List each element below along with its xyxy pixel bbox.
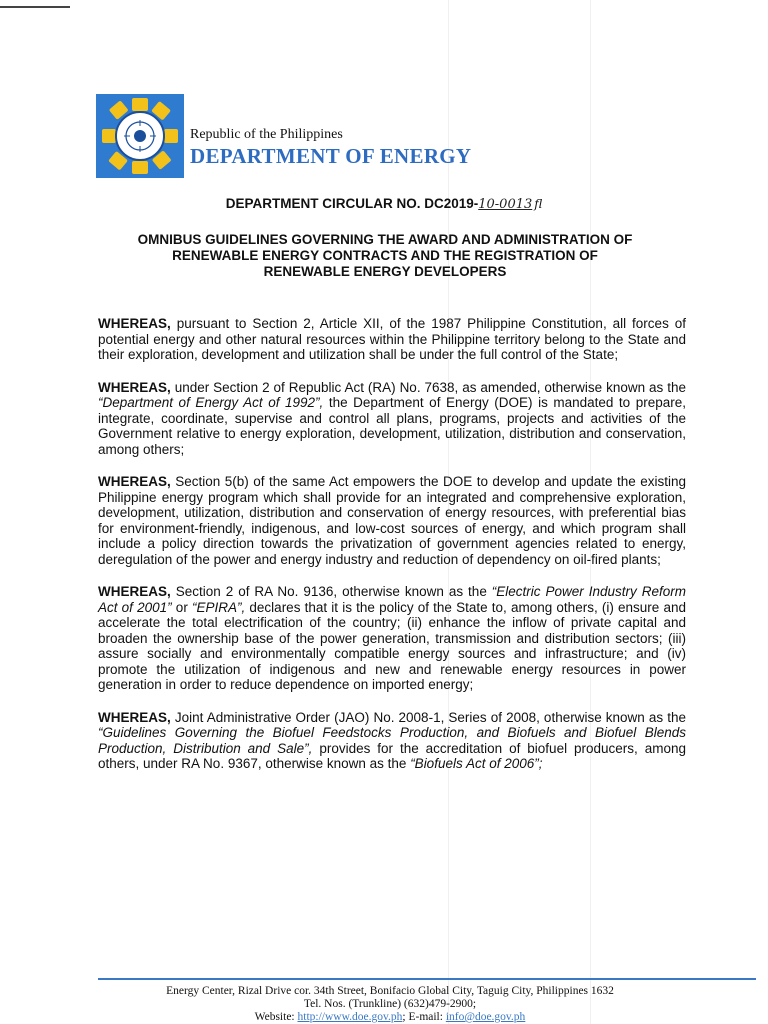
paragraph-text: the Department of Energy (DOE) is mandated to prepare, integrate, coordinate, supervise and control all plans, programs, projects and activities of the Government relative to energy exploration, development, utilization, distribution and conservation, among others; [98,395,687,457]
footer-divider [98,978,756,980]
act-title: “Biofuels Act of 2006”; [410,756,543,771]
act-title: “EPIRA”, [191,599,246,615]
whereas-paragraph-5 [98,710,686,772]
paragraph-text: provides for the accreditation of biofuel producers, among others, under RA No. 9367, otherwise known as the [98,740,686,771]
footer-address: Energy Center, Rizal Drive cor. 34th Street, Bonifacio Global City, Taguig City, Philippines 1632 [166,985,614,997]
doe-seal-logo [96,94,184,178]
paragraph-text: Joint Administrative Order (JAO) No. 2008-1, Series of 2008, otherwise known as the [170,709,686,725]
title-line: OMNIBUS GUIDELINES GOVERNING THE AWARD AND ADMINISTRATION OF [137,232,633,247]
act-title: “Guidelines Governing the Biofuel Feedstocks Production, and Biofuels and Biofuel Blends Production, Distribution and Sale”, [98,725,686,756]
header-department: DEPARTMENT OF ENERGY [190,144,472,168]
paragraph-text: or [171,599,192,615]
whereas-paragraph-2 [98,380,686,458]
circular-number [0,196,768,212]
whereas-paragraph-4 [98,584,686,693]
footer-contact [60,1011,720,1024]
whereas-paragraph-3 [98,474,686,567]
whereas-lead: WHEREAS, [98,474,171,489]
document-body [98,316,686,789]
whereas-paragraph-1 [98,316,686,363]
email-link[interactable]: info@doe.gov.ph [445,1011,526,1023]
website-link[interactable]: http://www.doe.gov.ph [297,1011,403,1023]
paragraph-text: Section 2 of RA No. 9136, otherwise known as the [170,584,492,599]
scan-edge-mark [0,6,70,8]
document-title [90,232,680,280]
paragraph-text: pursuant to Section 2, Article XII, of the 1987 Philippine Constitution, all forces of potential energy and other natural resources within the Philippine territory belong to the State and their exploration, development and utilization shall be under the full control of the State; [98,316,686,362]
handwritten-initial: fl [534,197,543,211]
whereas-lead: WHEREAS, [98,584,171,599]
whereas-lead: WHEREAS, [98,316,171,331]
header-republic: Republic of the Philippines [190,127,343,142]
email-label: ; E-mail: [402,1011,446,1023]
footer-tel: Tel. Nos. (Trunkline) (632)479-2900; [303,998,477,1010]
website-label: Website: [254,1011,298,1023]
whereas-lead: WHEREAS, [98,709,171,725]
act-title: “Electric Power Industry Reform Act of 2001” [98,584,686,615]
whereas-lead: WHEREAS, [98,379,171,395]
paragraph-text: Section 5(b) of the same Act empowers the DOE to develop and update the existing Philippine energy program which shall provide for an integrated and comprehensive exploration, development, utilization, distribution and conservation of energy resources, with preferential bias for environment-friendly, indigenous, and low-cost sources of energy, and which program shall include a policy direction towards the privatization of government agencies related to energy, deregulation of the power and energy industry and reduction of dependency on oil-fired plants; [98,474,686,567]
circular-prefix: DEPARTMENT CIRCULAR NO. DC2019- [225,196,479,211]
circular-handwritten-number: 10-0013 [478,197,533,212]
footer [60,985,720,1024]
paragraph-text: declares that it is the policy of the State to, among others, (i) ensure and accelerate the total electrification of the country; (ii) enhance the inflow of private capital and broaden the ownership base of the power generation, transmission and distribution sectors; (iii) assure socially and environmentally compatible energy sources and infrastructure; and (iv) promote the utilization of indigenous and new and renewable energy resources in power generation in order to reduce dependence on imported energy; [98,599,686,692]
paragraph-text: under Section 2 of Republic Act (RA) No. 7638, as amended, otherwise known as the [170,379,686,395]
title-line: RENEWABLE ENERGY DEVELOPERS [263,264,507,279]
act-title: “Department of Energy Act of 1992”, [98,395,324,410]
title-line: RENEWABLE ENERGY CONTRACTS AND THE REGISTRATION OF [172,248,598,263]
